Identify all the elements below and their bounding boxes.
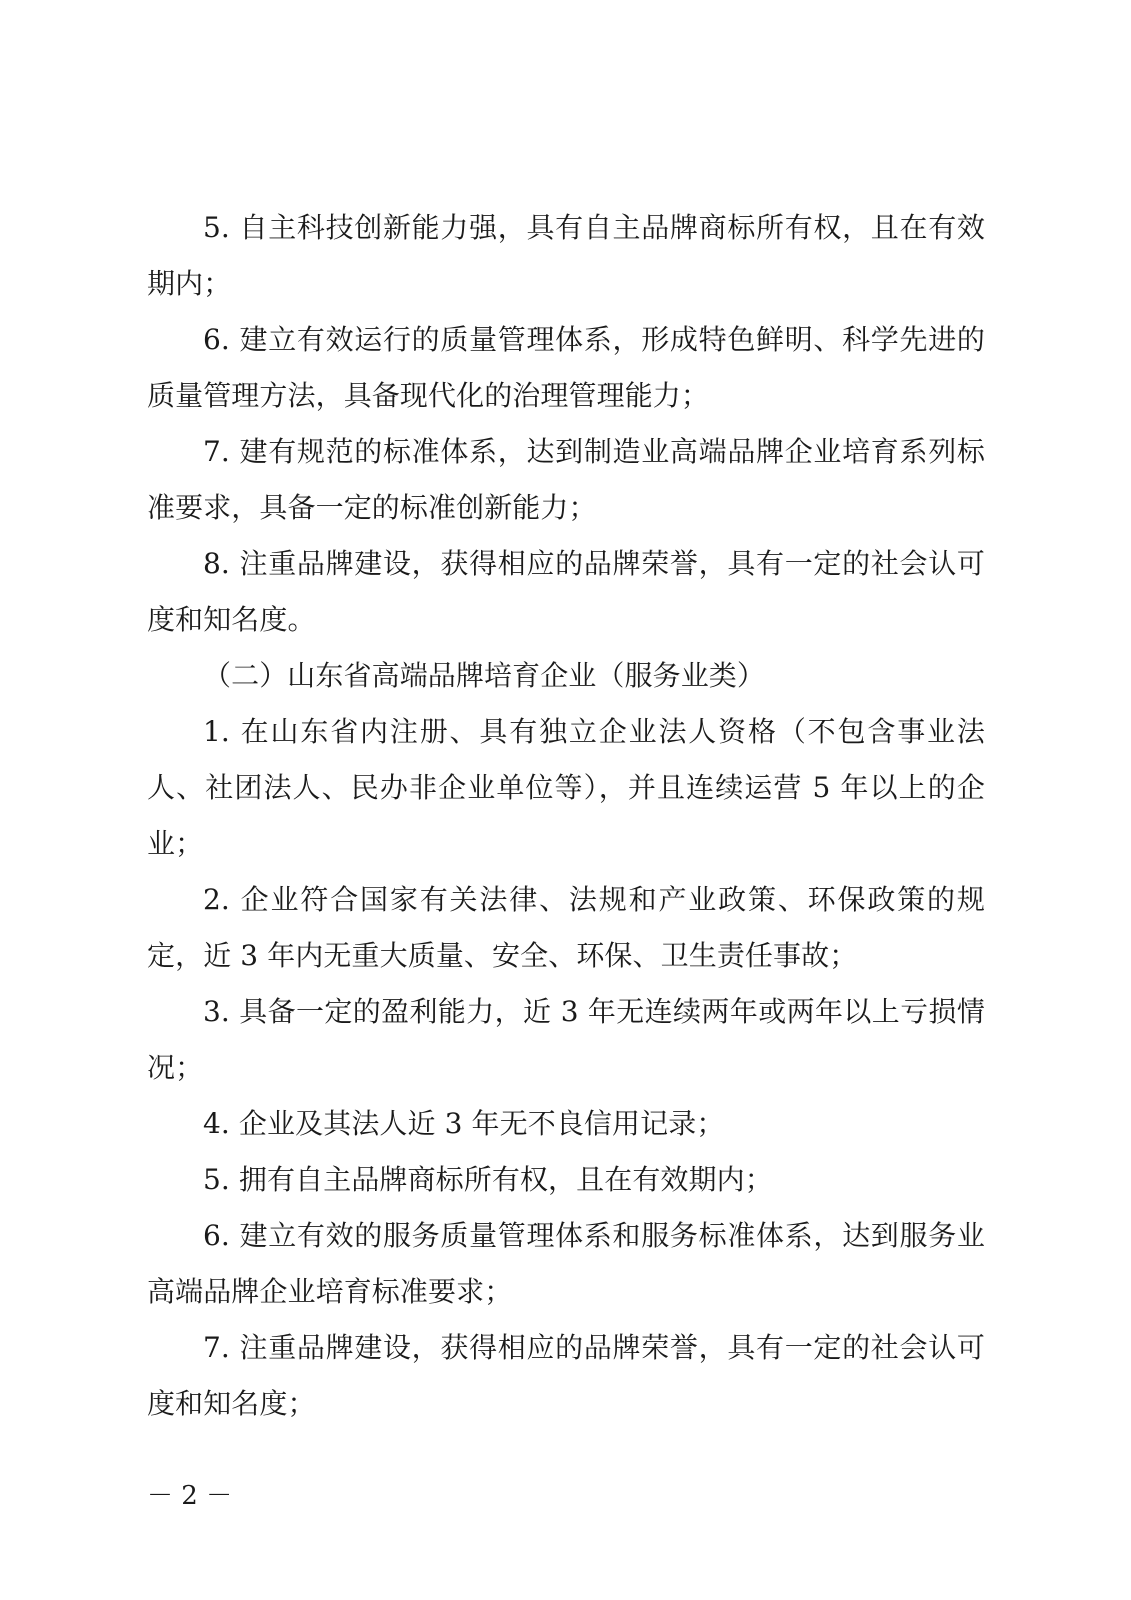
list-item: 2. 企业符合国家有关法律、法规和产业政策、环保政策的规定，近 3 年内无重大质量、安全、环保、卫生责任事故；	[147, 883, 985, 972]
list-item: 5. 拥有自主品牌商标所有权，且在有效期内；	[203, 1163, 773, 1196]
list-item: 4. 企业及其法人近 3 年无不良信用记录；	[203, 1107, 725, 1140]
list-item: 6. 建立有效的服务质量管理体系和服务标准体系，达到服务业高端品牌企业培育标准要求；	[147, 1219, 985, 1308]
section-heading: （二）山东省高端品牌培育企业（服务业类）	[203, 659, 766, 692]
list-item: 5. 自主科技创新能力强，具有自主品牌商标所有权，且在有效期内；	[147, 211, 985, 300]
list-item: 6. 建立有效运行的质量管理体系，形成特色鲜明、科学先进的质量管理方法，具备现代化的治理管理能力；	[147, 323, 985, 412]
list-item: 7. 建有规范的标准体系，达到制造业高端品牌企业培育系列标准要求，具备一定的标准创新能力；	[147, 435, 985, 524]
page-number: － 2 －	[147, 1481, 233, 1511]
list-item: 7. 注重品牌建设，获得相应的品牌荣誉，具有一定的社会认可度和知名度；	[147, 1331, 985, 1420]
list-item: 8. 注重品牌建设，获得相应的品牌荣誉，具有一定的社会认可度和知名度。	[147, 547, 985, 636]
list-item: 1. 在山东省内注册、具有独立企业法人资格（不包含事业法人、社团法人、民办非企业单位等），并且连续运营 5 年以上的企业；	[147, 715, 985, 860]
document-body	[147, 200, 985, 1432]
list-item: 3. 具备一定的盈利能力，近 3 年无连续两年或两年以上亏损情况；	[147, 995, 985, 1084]
